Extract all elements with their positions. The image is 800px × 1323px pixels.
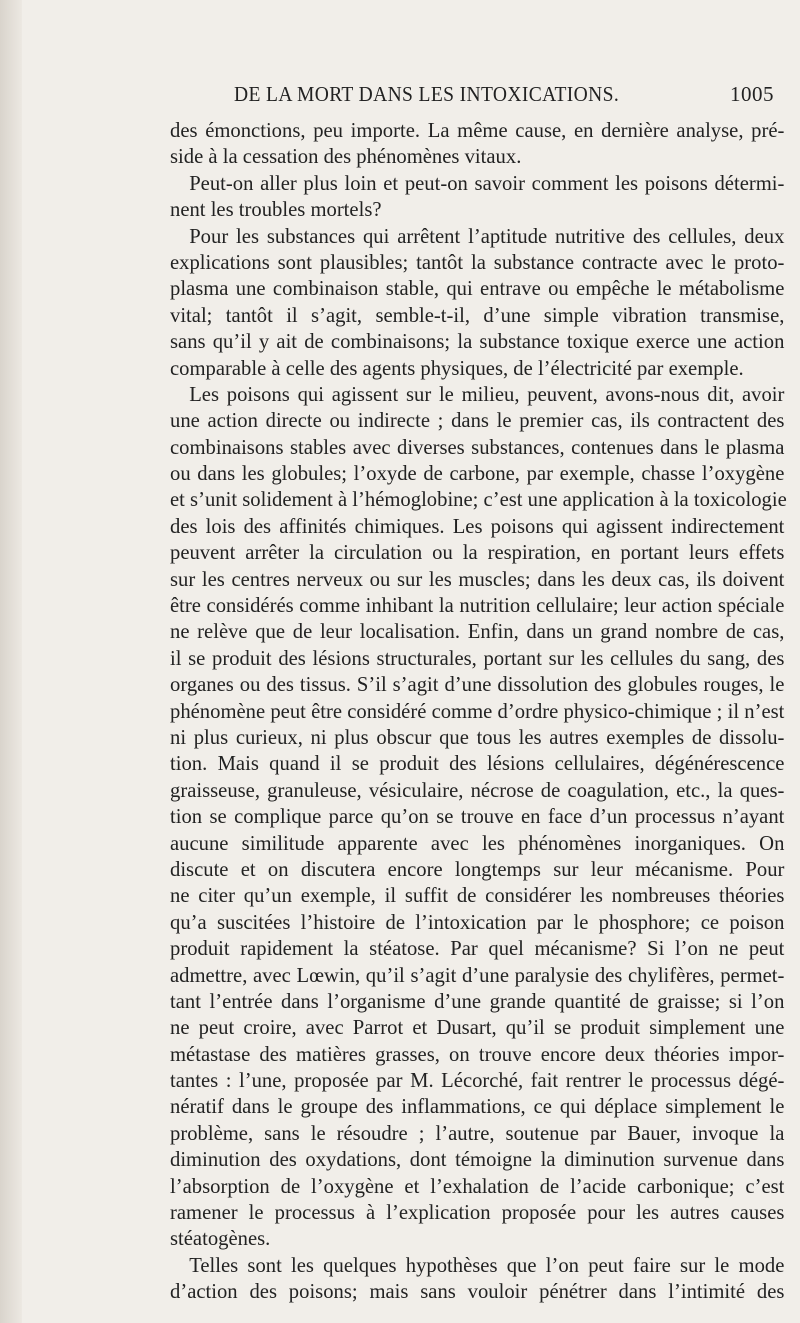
text-line: plasma une combinaison stable, qui entrave ou empêche le métabolisme [170, 276, 785, 301]
text-line: tion. Mais quand il se produit des lésions cellulaires, dégénérescence [170, 751, 785, 776]
text-line: problème, sans le résoudre ; l’autre, soutenue par Bauer, invoque la [170, 1120, 785, 1145]
text-line: des lois des affinités chimiques. Les poisons qui agissent indirectement [170, 513, 785, 538]
text-line: nent les troubles mortels? [170, 197, 382, 222]
text-line: Telles sont les quelques hypothèses que l’on peut faire sur le mode [189, 1252, 785, 1277]
text-line: tant l’entrée dans l’organisme d’une grande quantité de graisse; si l’on [170, 988, 785, 1013]
text-line: discute et on discutera encore longtemps sur leur mécanisme. Pour [170, 856, 785, 881]
text-line: graisseuse, granuleuse, vésiculaire, nécrose de coagulation, etc., la ques- [170, 777, 785, 802]
text-line: comparable à celle des agents physiques, de l’électricité par exemple. [170, 355, 744, 380]
text-line: Pour les substances qui arrêtent l’aptitude nutritive des cellules, deux [189, 223, 785, 248]
text-line: une action directe ou indirecte ; dans le premier cas, ils contractent des [170, 408, 785, 433]
text-line: ramener le processus à l’explication proposée pour les autres causes [170, 1200, 785, 1225]
text-line: side à la cessation des phénomènes vitaux. [170, 144, 522, 169]
text-line: être considérés comme inhibant la nutrition cellulaire; leur action spéciale [170, 593, 785, 618]
text-line: ne citer qu’un exemple, il suffit de considérer les nombreuses théories [170, 883, 785, 908]
text-line: d’action des poisons; mais sans vouloir pénétrer dans l’intimité des [170, 1279, 785, 1304]
text-line: Les poisons qui agissent sur le milieu, peuvent, avons-nous dit, avoir [189, 381, 785, 406]
text-line: admettre, avec Lœwin, qu’il s’agit d’une paralysie des chylifères, permet- [170, 962, 785, 987]
text-line: ne relève que de leur localisation. Enfin, dans un grand nombre de cas, [170, 619, 785, 644]
text-line: Peut-on aller plus loin et peut-on savoir comment les poisons détermi- [189, 170, 785, 195]
text-line: ou dans les globules; l’oxyde de carbone, par exemple, chasse l’oxygène [170, 461, 785, 486]
text-line: peuvent arrêter la circulation ou la respiration, en portant leurs effets [170, 540, 785, 565]
text-line: des émonctions, peu importe. La même cause, en dernière analyse, pré- [170, 118, 785, 142]
text-line: ni plus curieux, ni plus obscur que tous les autres exemples de dissolu- [170, 724, 785, 749]
text-line: il se produit des lésions structurales, portant sur les cellules du sang, des [170, 645, 785, 670]
text-line: phénomène peut être considéré comme d’ordre physico-chimique ; il n’est [170, 698, 785, 723]
text-line: explications sont plausibles; tantôt la substance contracte avec le proto- [170, 249, 785, 274]
text-line: tantes : l’une, proposée par M. Lécorché, fait rentrer le processus dégé- [170, 1068, 785, 1093]
text-line: stéatogènes. [170, 1226, 271, 1251]
text-line: produit rapidement la stéatose. Par quel mécanisme? Si l’on ne peut [170, 936, 785, 961]
text-line: sans qu’il y ait de combinaisons; la substance toxique exerce une action [170, 329, 785, 354]
text-line: et s’unit solidement à l’hémoglobine; c’est une application à la toxicologie [170, 487, 787, 512]
text-line: tion se complique parce qu’on se trouve en face d’un processus n’ayant [170, 804, 785, 829]
text-line: vital; tantôt il s’agit, semble-t-il, d’une simple vibration transmise, [170, 302, 785, 327]
text-line: diminution des oxydations, dont témoigne la diminution survenue dans [170, 1147, 785, 1172]
text-line: métastase des matières grasses, on trouve encore deux théories impor- [170, 1041, 785, 1066]
running-head [100, 82, 780, 112]
text-line: nératif dans le groupe des inflammations, ce qui déplace simplement le [170, 1094, 785, 1119]
text-line: qu’a suscitées l’histoire de l’intoxication par le phosphore; ce poison [170, 909, 785, 934]
text-line: sur les centres nerveux ou sur les muscles; dans les deux cas, ils doivent [170, 566, 785, 591]
text-line: aucune similitude apparente avec les phénomènes inorganiques. On [170, 830, 785, 855]
page-number: 1005 [730, 82, 774, 106]
text-line: organes ou des tissus. S’il s’agit d’une dissolution des globules rouges, le [170, 672, 785, 697]
body-text [170, 117, 787, 1305]
text-line: combinaisons stables avec diverses substances, contenues dans le plasma [170, 434, 785, 459]
running-title: DE LA MORT DANS LES INTOXICATIONS. [234, 82, 620, 106]
text-line: l’absorption de l’oxygène et l’exhalation de l’acide carbonique; c’est [170, 1173, 785, 1198]
text-line: ne peut croire, avec Parrot et Dusart, qu’il se produit simplement une [170, 1015, 785, 1040]
